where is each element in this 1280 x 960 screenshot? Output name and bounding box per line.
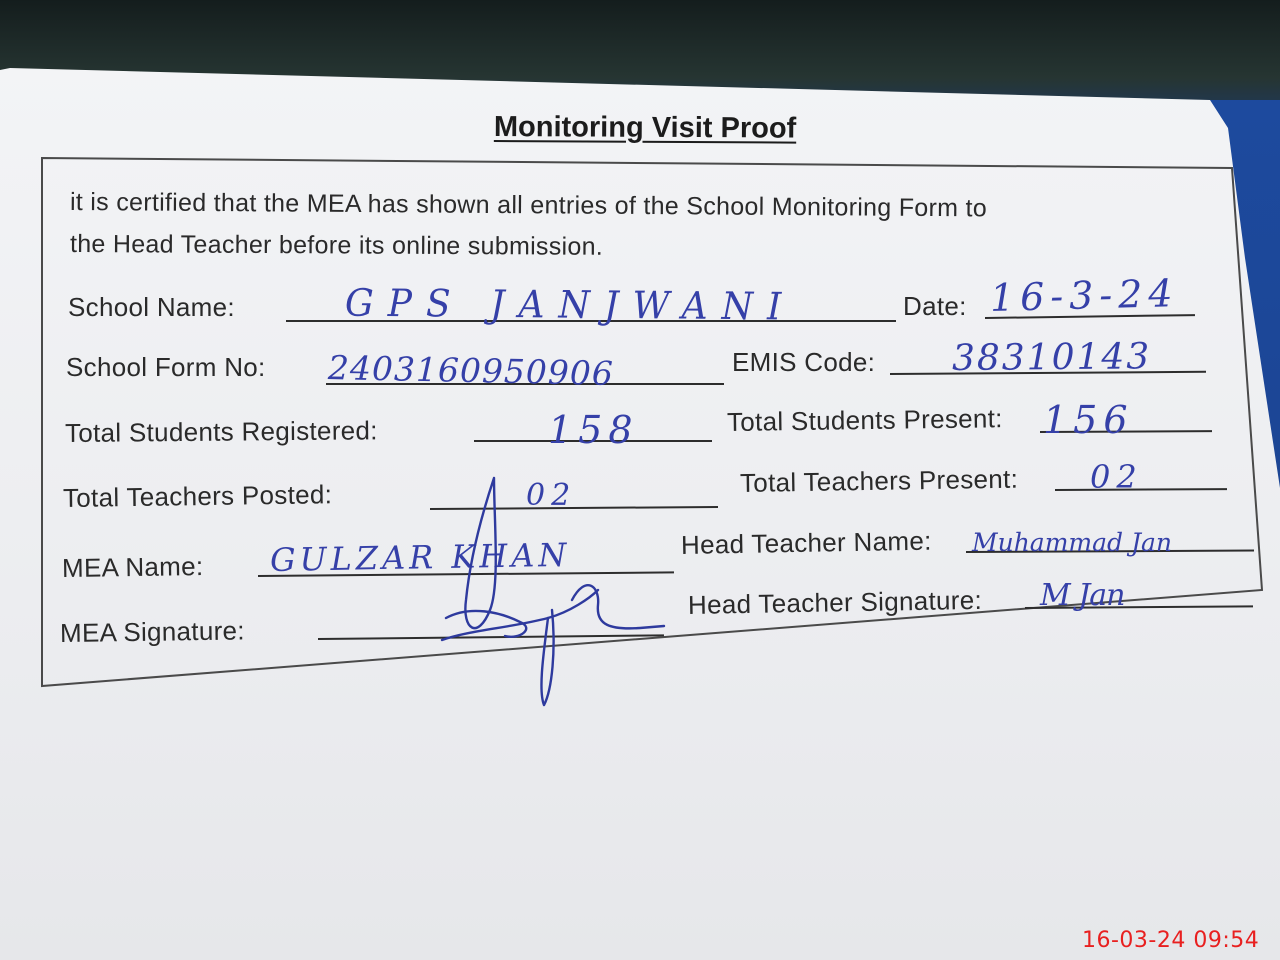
certification-line-2: the Head Teacher before its online submission.: [69, 230, 604, 261]
certification-line-1: it is certified that the MEA has shown all entries of the School Monitoring Form to: [69, 188, 988, 223]
mea-signature-label: MEA Signature:: [59, 615, 246, 648]
school-form-no-value: 2403160950906: [327, 348, 615, 393]
camera-timestamp: 16-03-24 09:54: [1082, 928, 1260, 953]
head-teacher-signature-value: M Jan: [1040, 578, 1125, 613]
head-teacher-name-value: Muhammad Jan: [972, 528, 1172, 557]
total-teachers-posted-value: 02: [526, 478, 577, 513]
school-name-label: School Name:: [68, 292, 235, 322]
total-teachers-present-label: Total Teachers Present:: [739, 463, 1019, 498]
mea-name-label: MEA Name:: [61, 551, 204, 583]
date-value: 16-3-24: [989, 271, 1180, 320]
form-title: Monitoring Visit Proof: [493, 111, 797, 145]
emis-code-value: 38310143: [951, 336, 1152, 379]
mea-name-value: GULZAR KHAN: [269, 535, 571, 579]
head-teacher-name-label: Head Teacher Name:: [680, 525, 932, 560]
school-name-value: GPS JANJWANI: [344, 281, 796, 329]
total-teachers-present-value: 02: [1090, 458, 1143, 496]
total-students-registered-value: 158: [548, 408, 639, 452]
date-label: Date:: [903, 291, 967, 321]
school-form-no-label: School Form No:: [66, 352, 266, 382]
total-students-present-value: 156: [1043, 398, 1134, 442]
total-teachers-posted-label: Total Teachers Posted:: [62, 479, 333, 513]
head-teacher-signature-label: Head Teacher Signature:: [687, 584, 983, 620]
total-students-registered-label: Total Students Registered:: [64, 415, 378, 448]
emis-code-label: EMIS Code:: [732, 347, 876, 377]
total-students-present-label: Total Students Present:: [726, 403, 1003, 437]
